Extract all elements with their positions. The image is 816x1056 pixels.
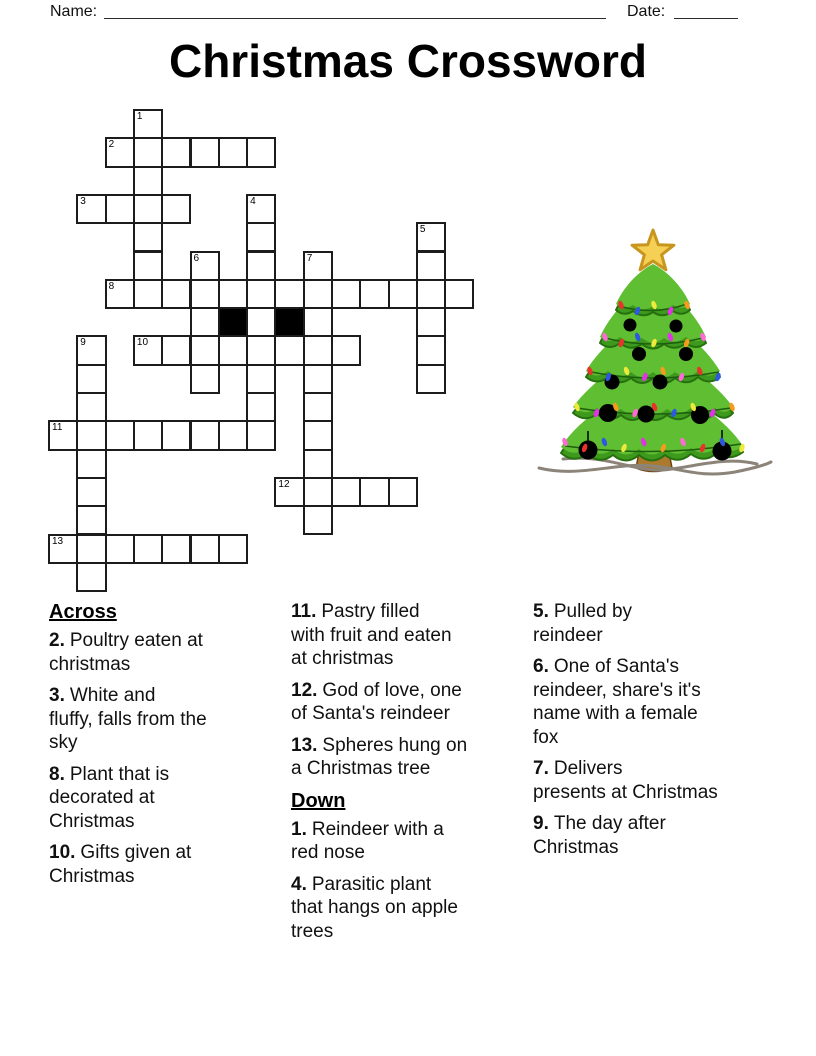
- clue-line: One of Santa's: [553, 656, 679, 677]
- grid-cell: [133, 222, 163, 252]
- clue-line: with fruit and eaten: [291, 624, 452, 646]
- grid-cell: [303, 505, 333, 535]
- grid-cell: [76, 449, 106, 479]
- clue-across-8: [49, 763, 269, 834]
- clue-line: Delivers: [553, 758, 623, 779]
- grid-cell: [76, 420, 106, 450]
- grid-cell: [76, 335, 106, 365]
- grid-cell-black: [274, 307, 304, 337]
- grid-cell-number: 7: [306, 252, 313, 264]
- grid-cell: [190, 364, 220, 394]
- clue-number: 2.: [49, 630, 65, 651]
- clue-line: of Santa's reindeer: [291, 703, 450, 724]
- grid-cell: [246, 251, 276, 281]
- grid-cell: [190, 534, 220, 564]
- clue-number: 11.: [291, 601, 317, 622]
- grid-cell: [416, 251, 446, 281]
- grid-cell: [303, 477, 333, 507]
- grid-cell: [416, 279, 446, 309]
- clue-across-12: [291, 679, 515, 726]
- clue-number: 1.: [291, 818, 307, 840]
- grid-cell-number: 1: [136, 111, 143, 122]
- clue-line: Poultry eaten at: [69, 630, 203, 651]
- name-label: Name:: [50, 3, 98, 20]
- grid-cell: [105, 420, 135, 450]
- clue-line: name with a female: [533, 703, 698, 724]
- grid-cell: [444, 279, 474, 309]
- page-title: Christmas Crossword: [168, 35, 647, 87]
- grid-cell-number: 4: [250, 195, 256, 207]
- clue-number: 7.: [533, 758, 549, 779]
- grid-cell: [161, 279, 191, 309]
- grid-cell: [133, 335, 163, 365]
- grid-cell: [218, 335, 248, 365]
- clue-line: red nose: [291, 842, 365, 863]
- grid-cell: [161, 194, 191, 224]
- clue-column-3: [533, 600, 773, 867]
- grid-cell: [190, 251, 220, 281]
- down-heading: Down: [291, 789, 346, 812]
- grid-cell: [246, 364, 276, 394]
- grid-cell-number: 2: [108, 139, 115, 151]
- grid-cell: [105, 534, 135, 564]
- clue-line: trees: [291, 920, 334, 942]
- grid-cell: [133, 534, 163, 564]
- clue-across-10: [49, 841, 269, 888]
- clue-line: christmas: [49, 653, 131, 675]
- clue-line: that hangs on apple: [291, 897, 458, 918]
- grid-cell: [218, 420, 248, 450]
- grid-cell: [274, 477, 304, 507]
- grid-cell-number: 11: [52, 422, 63, 434]
- grid-cell: [76, 477, 106, 507]
- clue-line: The day after: [553, 813, 666, 834]
- clue-line: Christmas: [49, 810, 135, 832]
- clue-down-4: [291, 873, 515, 944]
- grid-cell: [246, 279, 276, 309]
- grid-cell: [105, 137, 135, 167]
- clue-line: Christmas: [533, 836, 619, 858]
- clue-down-6: [533, 655, 773, 749]
- grid-cell: [190, 137, 220, 167]
- grid-cell: [416, 335, 446, 365]
- grid-cell: [133, 194, 163, 224]
- grid-cell-number: 12: [278, 478, 290, 490]
- grid-cell: [331, 477, 361, 507]
- clue-number: 10.: [49, 842, 76, 863]
- grid-cell: [303, 307, 333, 337]
- grid-cell: [246, 222, 276, 252]
- clue-across-3: [49, 684, 269, 755]
- grid-cell: [246, 194, 276, 224]
- grid-cell: [76, 534, 106, 564]
- clue-down-7: [533, 757, 773, 804]
- clue-line: decorated at: [49, 787, 155, 808]
- grid-cell: [133, 137, 163, 167]
- clue-across-11: [291, 600, 515, 671]
- grid-cell: [274, 335, 304, 365]
- grid-cell: [76, 505, 106, 535]
- grid-cell-number: 5: [419, 224, 426, 236]
- grid-cell: [331, 279, 361, 309]
- grid-cell: [416, 364, 446, 394]
- grid-cell: [246, 137, 276, 167]
- clue-line: fluffy, falls from the: [49, 708, 207, 730]
- grid-cell-number: 6: [193, 252, 200, 264]
- grid-cell-number: 3: [80, 195, 86, 207]
- grid-cell: [76, 562, 106, 592]
- clue-line: Pastry filled: [321, 601, 420, 622]
- clue-line: God of love, one: [322, 679, 462, 701]
- grid-cell: [161, 534, 191, 564]
- clue-line: Plant that is: [69, 763, 170, 785]
- clue-down-5: [533, 600, 773, 647]
- grid-cell: [218, 137, 248, 167]
- clue-line: at christmas: [291, 648, 394, 669]
- grid-cell: [161, 420, 191, 450]
- clue-number: 8.: [49, 763, 65, 785]
- grid-cell: [218, 534, 248, 564]
- grid-cell: [303, 335, 333, 365]
- clue-down-1: [291, 818, 515, 865]
- grid-cell: [359, 477, 389, 507]
- clue-line: fox: [533, 726, 559, 748]
- grid-cell-number: 10: [136, 337, 149, 349]
- grid-cell: [161, 137, 191, 167]
- grid-cell: [105, 194, 135, 224]
- grid-cell: [274, 279, 304, 309]
- clue-line: Spheres hung on: [322, 734, 468, 756]
- clue-column-1: [49, 600, 269, 896]
- clue-down-9: [533, 812, 773, 859]
- grid-cell: [303, 420, 333, 450]
- name-blank-line: [104, 0, 606, 19]
- clue-number: 6.: [533, 656, 549, 677]
- clue-line: presents at Christmas: [533, 781, 718, 803]
- grid-cell: [388, 279, 418, 309]
- grid-cell-number: 13: [52, 535, 64, 547]
- grid-cell: [331, 335, 361, 365]
- clue-across-2: [49, 629, 269, 676]
- grid-cell: [303, 449, 333, 479]
- grid-cell: [359, 279, 389, 309]
- clue-line: Parasitic plant: [311, 873, 432, 895]
- grid-cell: [190, 307, 220, 337]
- grid-cell: [161, 335, 191, 365]
- grid-cell: [218, 279, 248, 309]
- clue-line: reindeer, share's it's: [533, 679, 701, 701]
- clue-line: Reindeer with a: [311, 818, 444, 840]
- grid-cell: [303, 251, 333, 281]
- clue-number: 5.: [533, 601, 549, 622]
- grid-cell: [190, 279, 220, 309]
- clue-line: Christmas: [49, 865, 135, 887]
- grid-cell: [416, 222, 446, 252]
- grid-cell: [133, 166, 163, 196]
- clue-line: sky: [49, 732, 78, 753]
- clue-line: Gifts given at: [80, 842, 192, 863]
- star-icon: [632, 230, 674, 270]
- grid-cell: [246, 420, 276, 450]
- christmas-tree-image: [535, 226, 775, 482]
- clue-number: 13.: [291, 734, 318, 756]
- grid-cell-number: 9: [80, 337, 86, 349]
- grid-cell: [303, 364, 333, 394]
- grid-cell-number: 8: [108, 280, 115, 292]
- grid-cell: [246, 392, 276, 422]
- grid-cell: [48, 534, 78, 564]
- clue-column-2: [291, 600, 515, 951]
- grid-cell: [246, 335, 276, 365]
- across-heading: Across: [49, 601, 117, 623]
- grid-cell: [388, 477, 418, 507]
- crossword-grid: [48, 109, 476, 593]
- grid-cell: [133, 109, 163, 139]
- clue-line: White and: [69, 685, 156, 706]
- grid-cell: [76, 392, 106, 422]
- grid-cell: [105, 279, 135, 309]
- grid-cell: [133, 420, 163, 450]
- clue-line: reindeer: [533, 624, 603, 646]
- clue-number: 12.: [291, 679, 318, 701]
- grid-cell: [303, 392, 333, 422]
- date-label: Date:: [627, 3, 666, 20]
- grid-cell: [190, 335, 220, 365]
- clue-line: a Christmas tree: [291, 758, 431, 779]
- clue-line: Pulled by: [553, 601, 633, 622]
- grid-cell-black: [218, 307, 248, 337]
- date-blank-line: [674, 0, 738, 19]
- clue-across-13: [291, 734, 515, 781]
- clue-number: 3.: [49, 685, 65, 706]
- grid-cell: [416, 307, 446, 337]
- grid-cell: [303, 279, 333, 309]
- grid-cell: [76, 194, 106, 224]
- grid-cell: [48, 420, 78, 450]
- grid-cell: [133, 279, 163, 309]
- clue-number: 4.: [291, 873, 307, 895]
- clue-number: 9.: [533, 813, 549, 834]
- grid-cell: [246, 307, 276, 337]
- grid-cell: [76, 364, 106, 394]
- grid-cell: [133, 251, 163, 281]
- grid-cell: [190, 420, 220, 450]
